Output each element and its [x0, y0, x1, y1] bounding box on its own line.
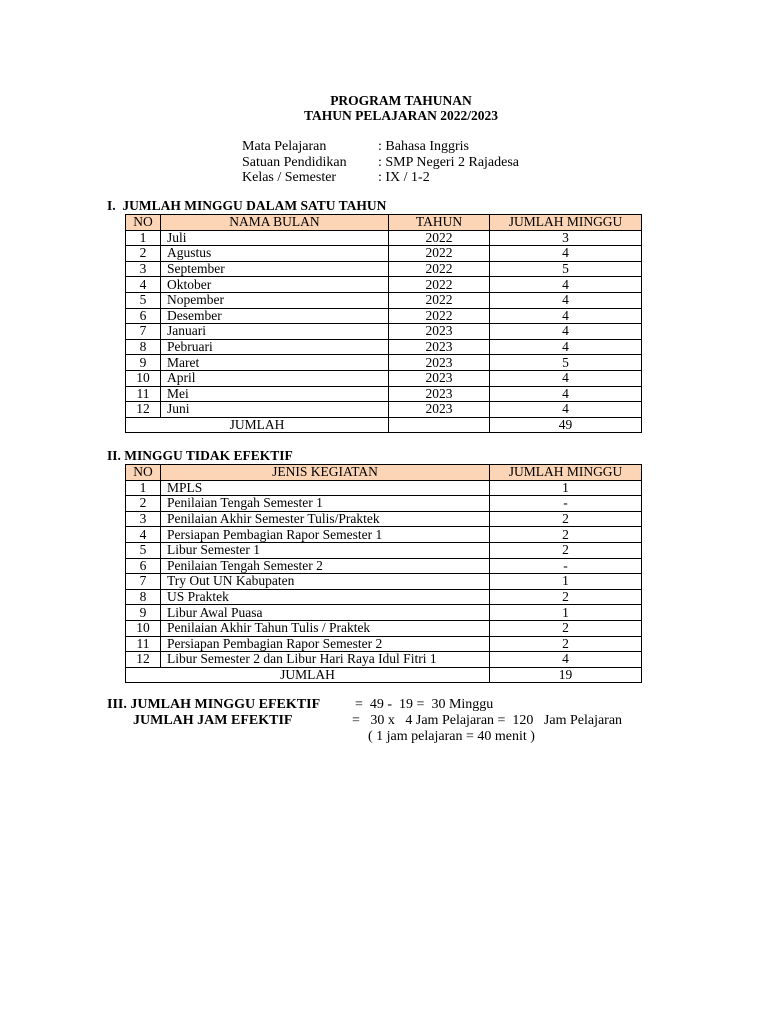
row-number: 5 [126, 542, 161, 558]
table-header-row [126, 465, 642, 481]
row-number: 2 [126, 246, 161, 262]
month-name: Desember [161, 308, 389, 324]
table-row [126, 558, 642, 574]
table-row [126, 496, 642, 512]
activity-name: Persiapan Pembagian Rapor Semester 1 [161, 527, 490, 543]
month-name: Juli [161, 230, 389, 246]
info-block [242, 139, 519, 186]
row-number: 1 [126, 230, 161, 246]
table-row [126, 355, 642, 371]
week-count: - [490, 558, 642, 574]
table-row [126, 480, 642, 496]
info-value: : SMP Negeri 2 Rajadesa [378, 154, 520, 170]
week-count: 5 [490, 261, 642, 277]
week-count: 1 [490, 480, 642, 496]
info-label: Mata Pelajaran [242, 139, 327, 154]
table-row [126, 542, 642, 558]
document-title: PROGRAM TAHUNAN [330, 93, 472, 108]
row-number: 12 [126, 652, 161, 668]
month-name: Oktober [161, 277, 389, 293]
table-row [126, 339, 642, 355]
row-number: 5 [126, 292, 161, 308]
month-name: Januari [161, 324, 389, 340]
week-count: 4 [490, 386, 642, 402]
month-name: Mei [161, 386, 389, 402]
effective-hours-value: = 30 x 4 Jam Pelajaran = 120 Jam Pelajaran [352, 713, 623, 728]
info-row-class [242, 170, 519, 186]
table-row [126, 292, 642, 308]
info-label: Satuan Pendidikan [242, 154, 347, 170]
table-row [126, 246, 642, 262]
activity-name: Penilaian Tengah Semester 2 [161, 558, 490, 574]
week-count: 1 [490, 605, 642, 621]
week-count: 2 [490, 542, 642, 558]
year: 2023 [389, 355, 490, 371]
activity-name: Penilaian Akhir Tahun Tulis / Praktek [161, 620, 490, 636]
row-number: 7 [126, 324, 161, 340]
week-count: 4 [490, 652, 642, 668]
year: 2022 [389, 292, 490, 308]
year: 2023 [389, 339, 490, 355]
row-number: 1 [126, 480, 161, 496]
week-count: 2 [490, 636, 642, 652]
section-1-heading: I. JUMLAH MINGGU DALAM SATU TAHUN [107, 198, 387, 213]
row-number: 4 [126, 527, 161, 543]
week-count: 2 [490, 527, 642, 543]
month-name: Nopember [161, 292, 389, 308]
activity-name: US Praktek [161, 589, 490, 605]
info-value: : Bahasa Inggris [378, 139, 469, 154]
table-row [126, 636, 642, 652]
table-row [126, 511, 642, 527]
row-number: 10 [126, 620, 161, 636]
table-row [126, 261, 642, 277]
column-header-activity: JENIS KEGIATAN [161, 465, 490, 481]
week-count: 4 [490, 339, 642, 355]
activity-name: MPLS [161, 480, 490, 496]
year: 2023 [389, 402, 490, 418]
table-row [126, 652, 642, 668]
column-header-month: NAMA BULAN [161, 215, 389, 231]
activity-name: Try Out UN Kabupaten [161, 574, 490, 590]
year: 2022 [389, 308, 490, 324]
total-label: JUMLAH [126, 667, 490, 683]
row-number: 10 [126, 370, 161, 386]
table-row [126, 277, 642, 293]
empty-cell [389, 417, 490, 433]
column-header-no: NO [126, 465, 161, 481]
week-count: 1 [490, 574, 642, 590]
table-row [126, 308, 642, 324]
activity-name: Libur Semester 1 [161, 542, 490, 558]
week-count: 4 [490, 324, 642, 340]
year: 2023 [389, 324, 490, 340]
row-number: 7 [126, 574, 161, 590]
column-header-year: TAHUN [389, 215, 490, 231]
week-count: 4 [490, 402, 642, 418]
row-number: 3 [126, 511, 161, 527]
row-number: 6 [126, 308, 161, 324]
section-2-heading: II. MINGGU TIDAK EFEKTIF [107, 448, 293, 463]
activity-name: Penilaian Akhir Semester Tulis/Praktek [161, 511, 490, 527]
row-number: 9 [126, 355, 161, 371]
row-number: 6 [126, 558, 161, 574]
table-row [126, 620, 642, 636]
total-row [126, 417, 642, 433]
info-row-subject [242, 139, 519, 155]
total-label: JUMLAH [126, 417, 389, 433]
week-count: 5 [490, 355, 642, 371]
total-value: 49 [490, 417, 642, 433]
activity-name: Libur Semester 2 dan Libur Hari Raya Idul Fitri 1 [161, 652, 490, 668]
activity-name: Persiapan Pembagian Rapor Semester 2 [161, 636, 490, 652]
column-header-no: NO [126, 215, 161, 231]
year: 2022 [389, 246, 490, 262]
table-row [126, 230, 642, 246]
hour-duration-note: ( 1 jam pelajaran = 40 menit ) [368, 729, 535, 744]
month-name: Juni [161, 402, 389, 418]
activity-name: Penilaian Tengah Semester 1 [161, 496, 490, 512]
row-number: 2 [126, 496, 161, 512]
week-count: 4 [490, 308, 642, 324]
year: 2023 [389, 370, 490, 386]
year: 2023 [389, 386, 490, 402]
table-row [126, 605, 642, 621]
effective-weeks-label: III. JUMLAH MINGGU EFEKTIF [107, 697, 321, 712]
month-name: April [161, 370, 389, 386]
activity-name: Libur Awal Puasa [161, 605, 490, 621]
month-name: Agustus [161, 246, 389, 262]
table-header-row [126, 215, 642, 231]
info-label: Kelas / Semester [242, 170, 337, 185]
row-number: 9 [126, 605, 161, 621]
row-number: 11 [126, 636, 161, 652]
column-header-weeks: JUMLAH MINGGU [490, 215, 642, 231]
row-number: 3 [126, 261, 161, 277]
table-row [126, 386, 642, 402]
month-name: September [161, 261, 389, 277]
table-row [126, 589, 642, 605]
info-row-school [242, 155, 519, 171]
week-count: 4 [490, 277, 642, 293]
row-number: 8 [126, 339, 161, 355]
row-number: 8 [126, 589, 161, 605]
week-count: 2 [490, 589, 642, 605]
table-row [126, 527, 642, 543]
table-row [126, 370, 642, 386]
table-row [126, 324, 642, 340]
document-subtitle: TAHUN PELAJARAN 2022/2023 [303, 108, 498, 123]
year: 2022 [389, 277, 490, 293]
week-count: 2 [490, 511, 642, 527]
weeks-per-year-table [125, 214, 642, 433]
row-number: 4 [126, 277, 161, 293]
table-row [126, 402, 642, 418]
row-number: 12 [126, 402, 161, 418]
table-row [126, 574, 642, 590]
effective-hours-label: JUMLAH JAM EFEKTIF [133, 713, 293, 728]
info-value: : IX / 1-2 [378, 170, 430, 185]
week-count: - [490, 496, 642, 512]
week-count: 2 [490, 620, 642, 636]
row-number: 11 [126, 386, 161, 402]
week-count: 4 [490, 246, 642, 262]
month-name: Pebruari [161, 339, 389, 355]
effective-weeks-value: = 49 - 19 = 30 Minggu [355, 697, 494, 712]
total-value: 19 [490, 667, 642, 683]
week-count: 4 [490, 370, 642, 386]
column-header-weeks: JUMLAH MINGGU [490, 465, 642, 481]
week-count: 3 [490, 230, 642, 246]
total-row [126, 667, 642, 683]
ineffective-weeks-table [125, 464, 642, 683]
year: 2022 [389, 261, 490, 277]
year: 2022 [389, 230, 490, 246]
month-name: Maret [161, 355, 389, 371]
week-count: 4 [490, 292, 642, 308]
